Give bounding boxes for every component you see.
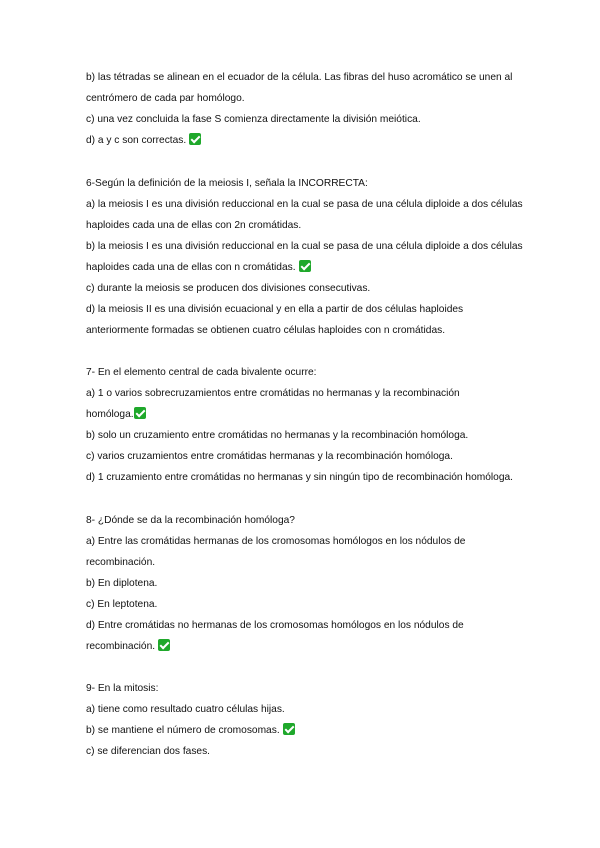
check-mark-icon — [299, 260, 311, 272]
option-d: d) a y c son correctas. — [86, 135, 187, 146]
option-c: c) durante la meiosis se producen dos divisiones consecutivas. — [86, 283, 371, 294]
option-b: b) se mantiene el número de cromosomas. — [86, 725, 280, 736]
option-d: d) 1 cruzamiento entre cromátidas no hermanas y sin ningún tipo de recombinación homóloga. — [86, 472, 513, 483]
question-8-text: 8- ¿Dónde se da la recombinación homóloga? — [86, 515, 295, 526]
option-d-line-2: recombinación. — [86, 641, 156, 652]
option-b-line-1: b) las tétradas se alinean en el ecuador de la célula. Las fibras del huso acromático se unen al — [86, 72, 513, 83]
option-d-row — [86, 130, 556, 151]
option-a: a) tiene como resultado cuatro células hijas. — [86, 704, 285, 715]
option-b-line-1: b) la meiosis I es una división reduccional en la cual se pasa de una célula diploide a dos células — [86, 241, 523, 252]
question-8 — [86, 510, 556, 657]
check-mark-icon — [158, 639, 170, 651]
option-b: b) solo un cruzamiento entre cromátidas no hermanas y la recombinación homóloga. — [86, 430, 469, 441]
question-5-continuation — [86, 67, 556, 151]
question-7 — [86, 362, 556, 488]
option-c: c) En leptotena. — [86, 599, 158, 610]
option-b: b) En diplotena. — [86, 578, 158, 589]
question-9-text: 9- En la mitosis: — [86, 683, 159, 694]
option-c: c) una vez concluida la fase S comienza directamente la división meiótica. — [86, 114, 421, 125]
option-a-line-2: haploides cada una de ellas con 2n cromátidas. — [86, 220, 302, 231]
option-b-line-2: centrómero de cada par homólogo. — [86, 93, 245, 104]
option-d-line-1: d) Entre cromátidas no hermanas de los cromosomas homólogos en los nódulos de — [86, 620, 464, 631]
option-c: c) se diferencian dos fases. — [86, 746, 211, 757]
question-9 — [86, 678, 556, 762]
option-d-line-2: anteriormente formadas se obtienen cuatro células haploides con n cromátidas. — [86, 325, 446, 336]
check-mark-icon — [283, 723, 295, 735]
option-d-row — [86, 636, 556, 657]
option-b-row — [86, 257, 556, 278]
question-6-text: 6-Según la definición de la meiosis I, señala la INCORRECTA: — [86, 178, 368, 189]
option-c: c) varios cruzamientos entre cromátidas hermanas y la recombinación homóloga. — [86, 451, 453, 462]
option-b-line-2: haploides cada una de ellas con n cromátidas. — [86, 262, 296, 273]
question-7-text: 7- En el elemento central de cada bivalente ocurre: — [86, 367, 317, 378]
option-a-line-1: a) 1 o varios sobrecruzamientos entre cromátidas no hermanas y la recombinación — [86, 388, 460, 399]
check-mark-icon — [189, 133, 201, 145]
option-a-line-2: recombinación. — [86, 557, 156, 568]
option-a-line-2: homóloga. — [86, 409, 134, 420]
check-mark-icon — [134, 407, 146, 419]
option-a-row — [86, 404, 556, 425]
option-a-line-1: a) la meiosis I es una división reduccional en la cual se pasa de una célula diploide a dos células — [86, 199, 523, 210]
option-a-line-1: a) Entre las cromátidas hermanas de los cromosomas homólogos en los nódulos de — [86, 536, 466, 547]
option-d-line-1: d) la meiosis II es una división ecuacional y en ella a partir de dos células haploides — [86, 304, 464, 315]
option-b-row — [86, 720, 556, 741]
question-6 — [86, 173, 556, 341]
